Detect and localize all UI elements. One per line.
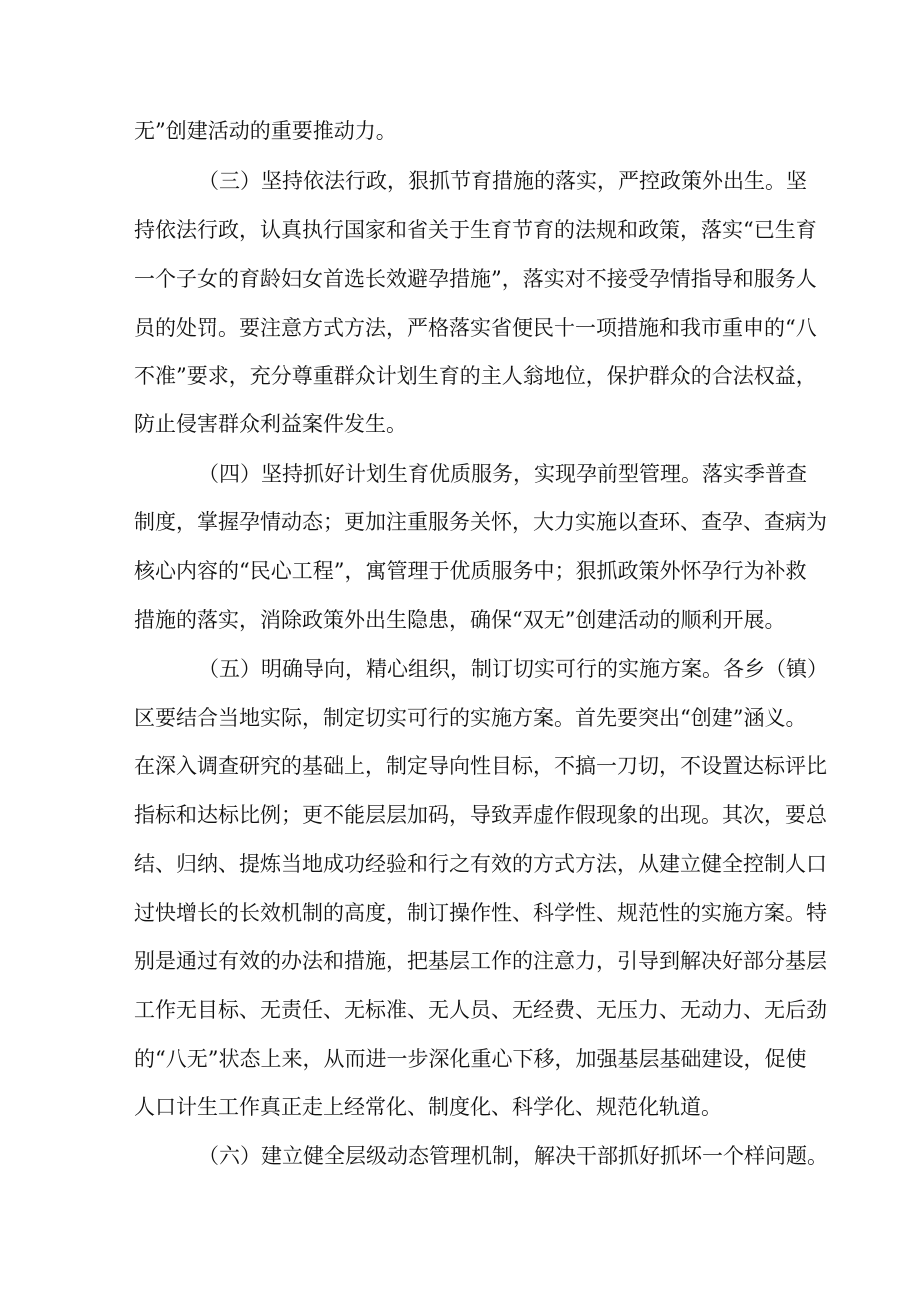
section-heading-line: （五）明确导向，精心组织，制订切实可行的实施方案。各乡（镇） <box>198 657 828 681</box>
text-line: 在深入调查研究的基础上，制定导向性目标，不搞一刀切，不设置达标评比 <box>134 754 827 778</box>
text-line: 员的处罚。要注意方式方法，严格落实省便民十一项措施和我市重申的“八 <box>134 316 817 340</box>
text-line: 核心内容的“民心工程”，寓管理于优质服务中；狠抓政策外怀孕行为补救 <box>134 559 807 583</box>
text-line: 持依法行政，认真执行国家和省关于生育节育的法规和政策，落实“已生育 <box>134 218 817 242</box>
text-line: 人口计生工作真正走上经常化、制度化、科学化、规范化轨道。 <box>134 1095 722 1119</box>
text-line: 工作无目标、无责任、无标准、无人员、无经费、无压力、无动力、无后劲 <box>134 998 827 1022</box>
section-heading-line: （三）坚持依法行政，狠抓节育措施的落实，严控政策外出生。坚 <box>198 169 807 193</box>
text-line: 的“八无”状态上来，从而进一步深化重心下移，加强基层基础建设，促使 <box>134 1047 807 1071</box>
text-line: 别是通过有效的办法和措施，把基层工作的注意力，引导到解决好部分基层 <box>134 949 827 973</box>
text-line: 结、归纳、提炼当地成功经验和行之有效的方式方法，从建立健全控制人口 <box>134 852 827 876</box>
text-line: 过快增长的长效机制的高度，制订操作性、科学性、规范性的实施方案。特 <box>134 901 827 925</box>
text-line: 不准”要求，充分尊重群众计划生育的主人翁地位，保护群众的合法权益， <box>134 364 817 388</box>
text-line: 一个子女的育龄妇女首选长效避孕措施”，落实对不接受孕情指导和服务人 <box>134 267 817 291</box>
text-line: 指标和达标比例；更不能层层加码，导致弄虚作假现象的出现。其次，要总 <box>134 803 827 827</box>
section-heading-line: （六）建立健全层级动态管理机制，解决干部抓好抓坏一个样问题。 <box>198 1144 828 1168</box>
text-line: 制度，掌握孕情动态；更加注重服务关怀，大力实施以查环、查孕、查病为 <box>134 510 827 534</box>
text-line: 区要结合当地实际，制定切实可行的实施方案。首先要突出“创建”涵义。 <box>134 706 807 730</box>
text-line: 防止侵害群众利益案件发生。 <box>134 412 407 436</box>
text-line: 无”创建活动的重要推动力。 <box>134 119 397 143</box>
text-line: 措施的落实，消除政策外出生隐患，确保“双无”创建活动的顺利开展。 <box>134 608 786 632</box>
section-heading-line: （四）坚持抓好计划生育优质服务，实现孕前型管理。落实季普查 <box>198 462 807 486</box>
